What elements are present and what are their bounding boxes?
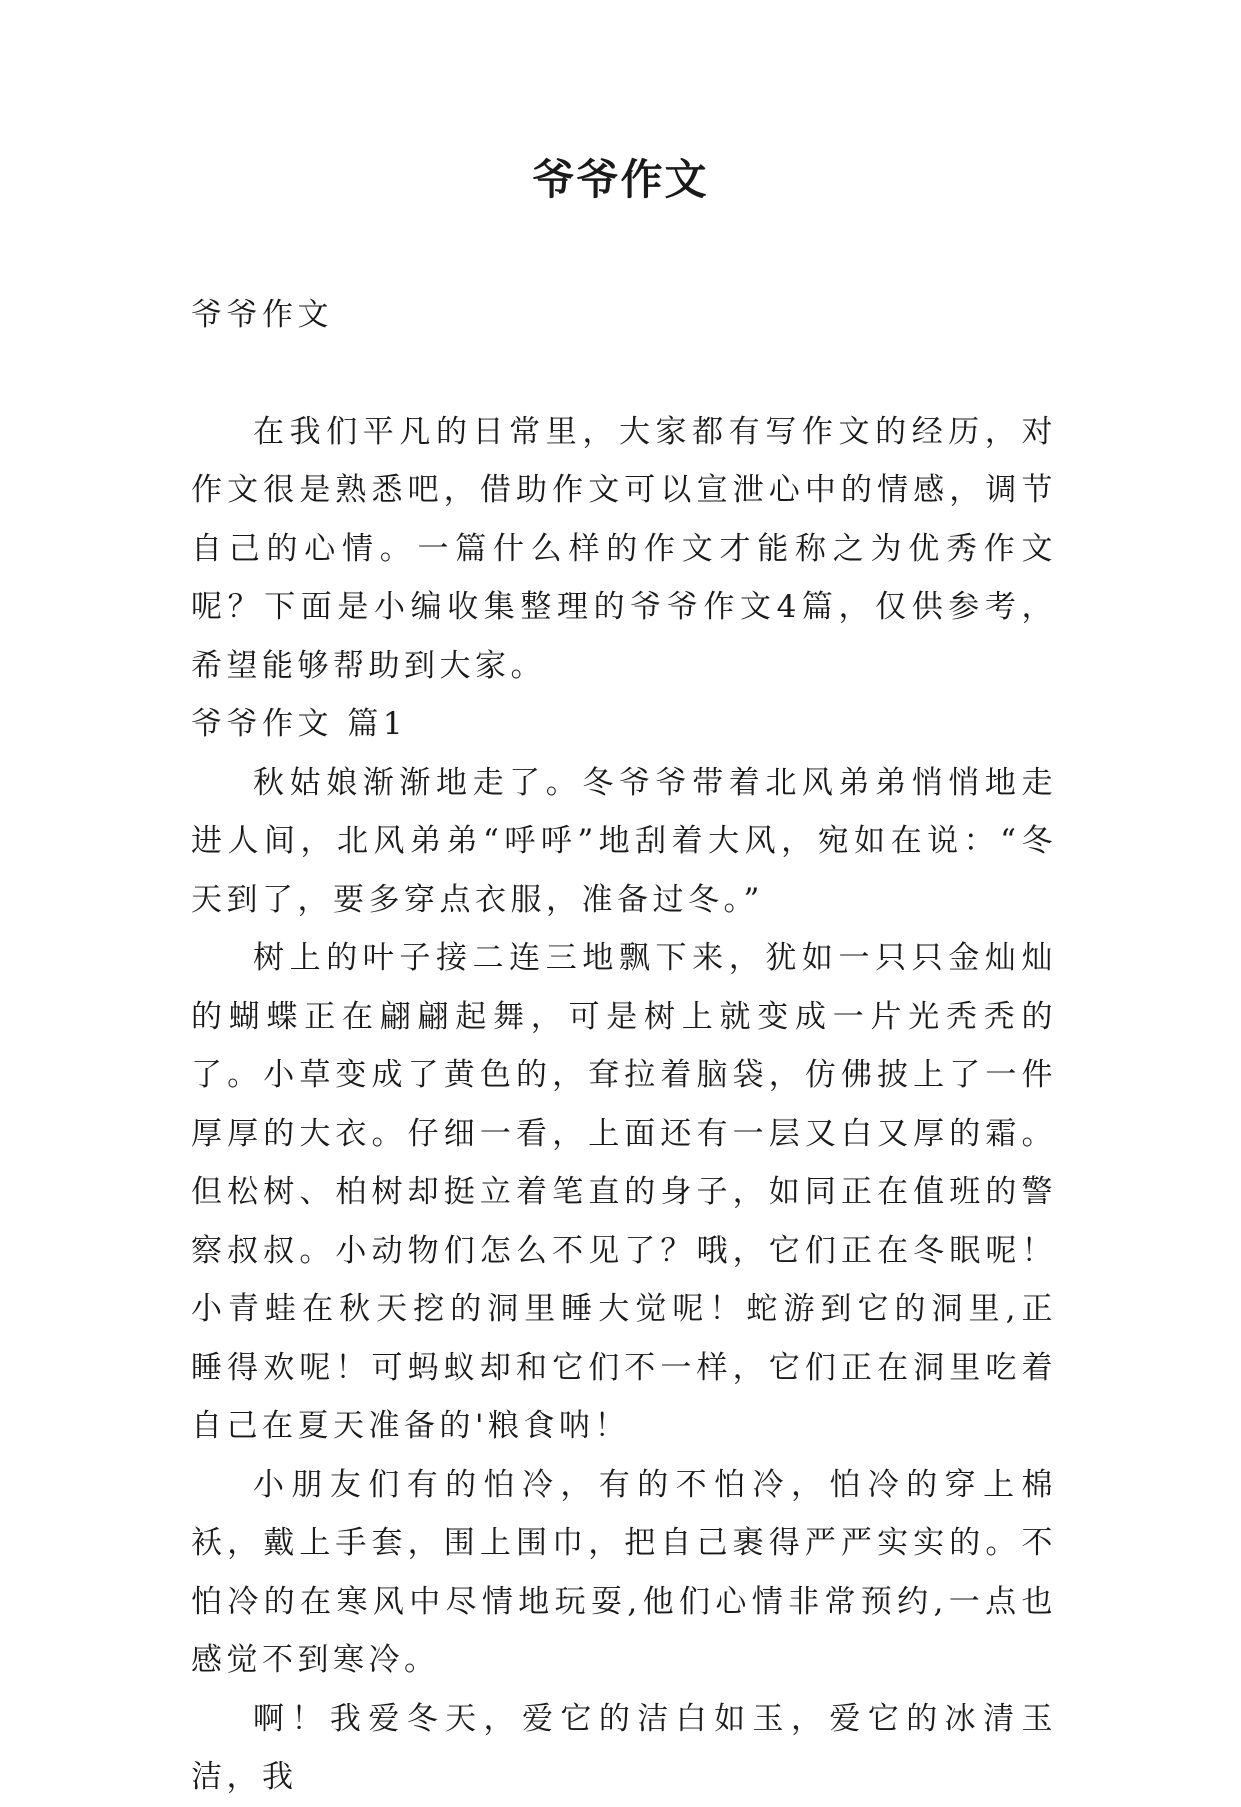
section-heading: 爷爷作文 篇1 — [191, 706, 408, 742]
body-paragraph: 树上的叶子接二连三地飘下来，犹如一只只金灿灿的蝴蝶正在翩翩起舞，可是树上就变成一片光秃秃的了。小草变成了黄色的，耷拉着脑袋，仿佛披上了一件厚厚的大衣。仔细一看，上面还有一层又白又厚的霜。但松树、柏树却挺立着笔直的身子，如同正在值班的警察叔叔。小动物们怎么不见了？哦，它们正在冬眠呢！小青蛙在秋天挖的洞里睡大觉呢！蛇游到它的洞里,正睡得欢呢！可蚂蚁却和它们不一样，它们正在洞里吃着自己在夏天准备的'粮食呐！ — [191, 940, 1057, 1444]
document-body — [191, 286, 1057, 1807]
intro-paragraph: 在我们平凡的日常里，大家都有写作文的经历，对作文很是熟悉吧，借助作文可以宣泄心中的情感，调节自己的心情。一篇什么样的作文才能称之为优秀作文呢？下面是小编收集整理的爷爷作文4篇，仅供参考，希望能够帮助到大家。 — [191, 413, 1057, 684]
body-paragraph: 小朋友们有的怕冷，有的不怕冷，怕冷的穿上棉袄，戴上手套，围上围巾，把自己裹得严严实实的。不怕冷的在寒风中尽情地玩耍,他们心情非常预约,一点也感觉不到寒冷。 — [191, 1466, 1057, 1678]
page-title: 爷爷作文 — [532, 155, 709, 204]
body-paragraph: 啊！我爱冬天，爱它的洁白如玉，爱它的冰清玉洁，我 — [191, 1700, 1057, 1795]
document-subtitle: 爷爷作文 — [191, 297, 333, 333]
body-paragraph: 秋姑娘渐渐地走了。冬爷爷带着北风弟弟悄悄地走进人间，北风弟弟“呼呼”地刮着大风，宛如在说：“冬天到了，要多穿点衣服，准备过冬。” — [191, 764, 1057, 918]
